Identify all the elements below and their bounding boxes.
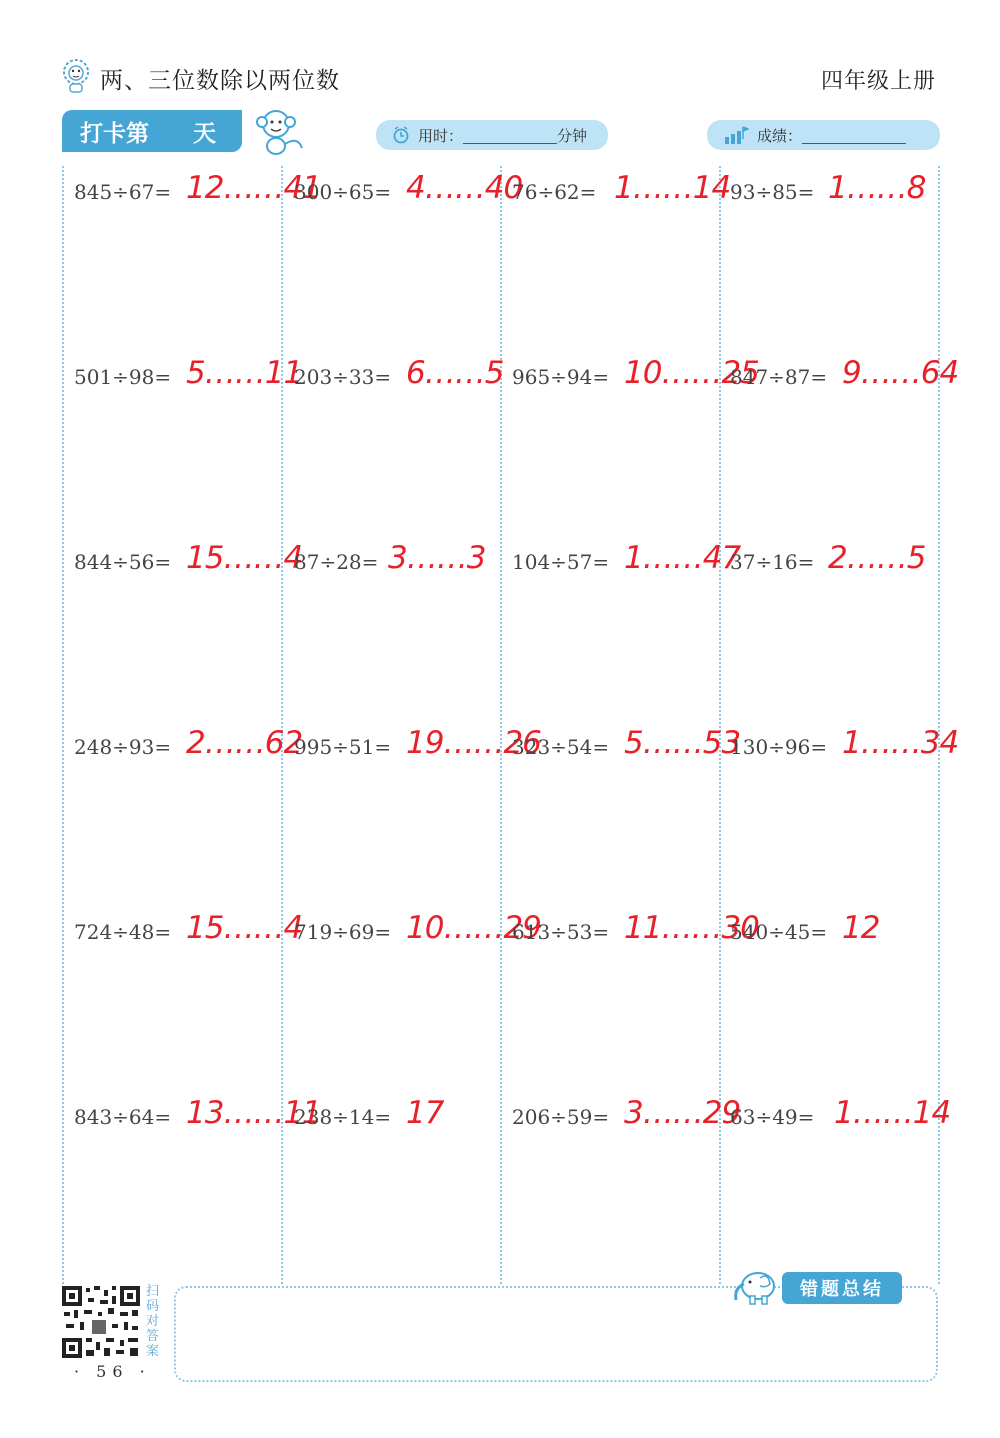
- checkin-day-label: 天: [193, 120, 216, 147]
- problem-item: [294, 1097, 504, 1137]
- handwritten-answer[interactable]: 1……34: [842, 725, 959, 761]
- problem-item: [512, 725, 741, 767]
- problem-question: 63÷49=: [730, 1105, 815, 1129]
- handwritten-answer[interactable]: 3……29: [624, 1095, 741, 1131]
- problem-item: [294, 725, 541, 767]
- elephant-icon: [730, 1266, 780, 1306]
- handwritten-answer[interactable]: 4……40: [406, 170, 523, 206]
- problem-item: [512, 1095, 741, 1137]
- problem-grid: [62, 166, 959, 1284]
- handwritten-answer[interactable]: 19……26: [406, 725, 541, 761]
- problem-item: [74, 1095, 321, 1137]
- problem-item: [294, 542, 504, 582]
- page-title: 两、三位数除以两位数: [100, 68, 340, 94]
- scan-answer-label: 扫码对答案: [146, 1284, 160, 1359]
- score-label: 成绩：: [757, 126, 803, 145]
- handwritten-answer[interactable]: 5……11: [186, 355, 303, 391]
- handwritten-answer[interactable]: 1……14: [834, 1095, 951, 1131]
- handwritten-answer[interactable]: 1……47: [624, 540, 741, 576]
- problem-item: [512, 355, 759, 397]
- problem-question: 965÷94=: [512, 365, 610, 389]
- problem-item: [74, 910, 303, 952]
- column-divider: [62, 166, 64, 1284]
- problem-item: [730, 1095, 951, 1137]
- problem-item: [730, 172, 940, 212]
- problem-question: 847÷87=: [730, 365, 828, 389]
- qr-code[interactable]: [62, 1286, 140, 1358]
- problem-question: 724÷48=: [74, 920, 172, 944]
- checkin-label: 打卡第: [80, 120, 149, 147]
- problem-question: 238÷14=: [294, 1105, 392, 1129]
- time-label: 用时：: [418, 126, 464, 145]
- problem-item: [294, 357, 504, 397]
- problem-question: 206÷59=: [512, 1105, 610, 1129]
- problem-item: [730, 912, 940, 952]
- time-field: [376, 120, 608, 150]
- problem-question: 93÷85=: [730, 180, 815, 204]
- handwritten-answer[interactable]: 6……5: [406, 355, 504, 391]
- clock-icon: [392, 126, 410, 144]
- problem-question: 323÷54=: [512, 735, 610, 759]
- handwritten-answer[interactable]: 1……14: [614, 170, 731, 206]
- problem-question: 130÷96=: [730, 735, 828, 759]
- problem-question: 104÷57=: [512, 550, 610, 574]
- problem-question: 87÷28=: [294, 550, 379, 574]
- problem-question: 613÷53=: [512, 920, 610, 944]
- handwritten-answer[interactable]: 2……62: [186, 725, 303, 761]
- problem-question: 845÷67=: [74, 180, 172, 204]
- chart-flag-icon: [723, 125, 749, 145]
- handwritten-answer[interactable]: 11……30: [624, 910, 759, 946]
- handwritten-answer[interactable]: 12……41: [186, 170, 321, 206]
- problem-question: 76÷62=: [512, 180, 597, 204]
- problem-item: [294, 910, 541, 952]
- problem-question: 203÷33=: [294, 365, 392, 389]
- page-number: · 56 ·: [74, 1362, 151, 1381]
- problem-item: [730, 725, 959, 767]
- problem-question: 843÷64=: [74, 1105, 172, 1129]
- time-blank[interactable]: [463, 127, 557, 144]
- handwritten-answer[interactable]: 5……53: [624, 725, 741, 761]
- problem-question: 844÷56=: [74, 550, 172, 574]
- problem-item: [512, 540, 741, 582]
- problem-question: 995÷51=: [294, 735, 392, 759]
- problem-question: 501÷98=: [74, 365, 172, 389]
- mistake-summary-tag: 错题总结: [782, 1272, 902, 1304]
- handwritten-answer[interactable]: 2……5: [828, 540, 926, 576]
- problem-item: [294, 170, 523, 212]
- handwritten-answer[interactable]: 13……11: [186, 1095, 321, 1131]
- problem-question: 719÷69=: [294, 920, 392, 944]
- problem-item: [730, 355, 959, 397]
- problem-question: 37÷16=: [730, 550, 815, 574]
- problem-item: [512, 170, 731, 212]
- problem-item: [74, 725, 303, 767]
- time-unit: 分钟: [557, 126, 588, 145]
- score-field: [707, 120, 940, 150]
- handwritten-answer[interactable]: 10……25: [624, 355, 759, 391]
- checkin-badge: [62, 110, 242, 152]
- score-blank[interactable]: [802, 127, 906, 144]
- handwritten-answer[interactable]: 15……4: [186, 540, 303, 576]
- grade-label: 四年级上册: [820, 69, 936, 94]
- handwritten-answer[interactable]: 10……29: [406, 910, 541, 946]
- handwritten-answer[interactable]: 15……4: [186, 910, 303, 946]
- handwritten-answer[interactable]: 3……3: [388, 540, 486, 576]
- handwritten-answer[interactable]: 12: [842, 910, 880, 946]
- problem-item: [512, 910, 759, 952]
- lion-icon: [60, 58, 92, 94]
- problem-item: [74, 355, 303, 397]
- problem-item: [74, 170, 321, 212]
- problem-question: 248÷93=: [74, 735, 172, 759]
- problem-question: 300÷65=: [294, 180, 392, 204]
- handwritten-answer[interactable]: 9……64: [842, 355, 959, 391]
- handwritten-answer[interactable]: 1……8: [828, 170, 926, 206]
- problem-item: [730, 542, 940, 582]
- handwritten-answer[interactable]: 17: [406, 1095, 444, 1131]
- monkey-icon: [252, 106, 308, 156]
- problem-item: [74, 540, 303, 582]
- problem-question: 540÷45=: [730, 920, 828, 944]
